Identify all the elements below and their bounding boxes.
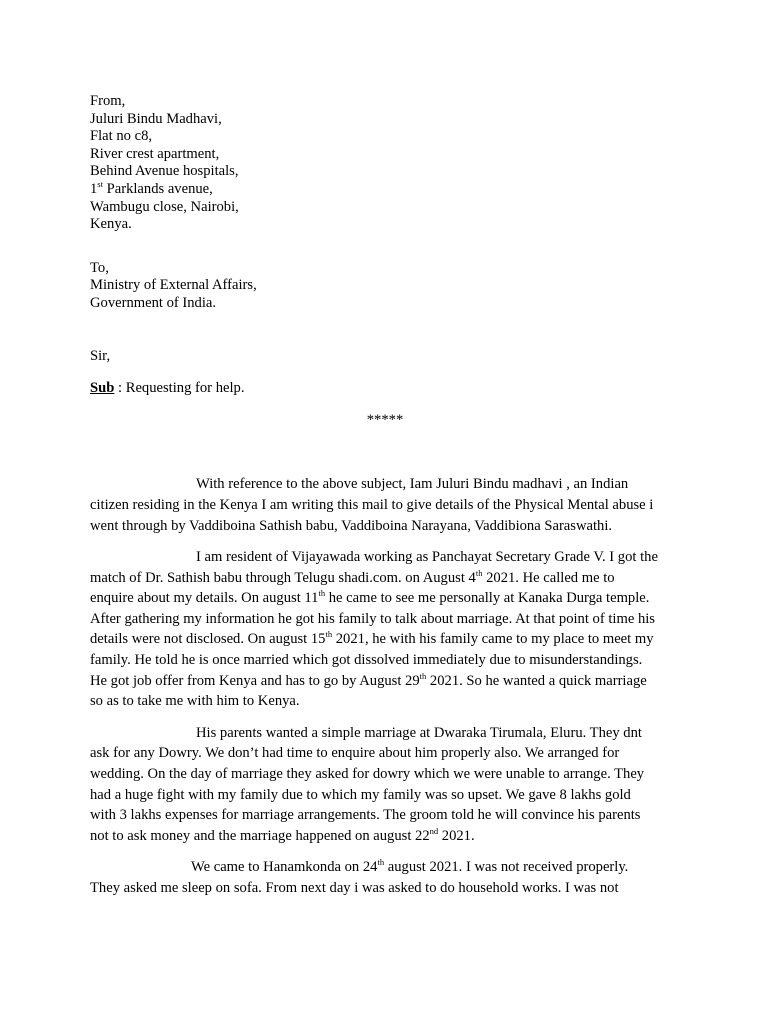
recipient-government: Government of India. — [90, 294, 217, 311]
letter-body — [90, 474, 680, 898]
sender-area: Wambugu close, Nairobi, — [90, 198, 239, 215]
subject-text: : Requesting for help. — [114, 380, 245, 397]
from-label: From, — [90, 93, 126, 109]
sender-street: 1st Parklands avenue, — [90, 178, 213, 197]
subject-line — [90, 380, 680, 398]
paragraph-1: With reference to the above subject, Iam Juluri Bindu madhavi , an Indian citizen residing in the Kenya I am writing this mail to give details of the Physical Mental abuse i went through by Vaddiboina Sathish babu, Vaddiboina Narayana, Vaddibiona Saraswathi. — [90, 476, 654, 534]
sender-address — [90, 93, 680, 234]
sender-apartment: River crest apartment, — [90, 145, 220, 162]
paragraph-4: We came to Hanamkonda on 24th august 2021. I was not received properly. They asked me sleep on sofa. From next day i was asked to do household works. I was not — [90, 857, 629, 896]
sender-name: Juluri Bindu Madhavi, — [90, 110, 222, 127]
sender-country: Kenya. — [90, 216, 132, 233]
recipient-address — [90, 260, 680, 313]
paragraph-2: I am resident of Vijayawada working as Panchayat Secretary Grade V. I got the match of Dr. Sathish babu through Telugu shadi.com. on August 4th 2021. He called me to enquire about my details. On august 11th he came to see me personally at Kanaka Durga temple. After gathering my information he got his family to talk about marriage. At that point of time his details were not disclosed. On august 15th 2021, he with his family came to my place to meet my family. He told he is once married which got dissolved immediately due to misunderstandings. He got job offer from Kenya and has to go by August 29th 2021. So he wanted a quick marriage so as to take me with him to Kenya. — [90, 549, 658, 710]
recipient-ministry: Ministry of External Affairs, — [90, 277, 257, 294]
sender-landmark: Behind Avenue hospitals, — [90, 163, 239, 180]
subject-label: Sub — [90, 380, 115, 397]
separator: ***** — [366, 411, 404, 428]
sender-flat: Flat no c8, — [90, 128, 153, 145]
salutation: Sir, — [90, 347, 111, 364]
letter-page — [90, 93, 680, 910]
paragraph-3: His parents wanted a simple marriage at Dwaraka Tirumala, Eluru. They dnt ask for any Dowry. We don’t had time to enquire about him properly also. We arranged for wedding. On the day of marriage they asked for dowry which we were unable to arrange. They had a huge fight with my family due to which my family was so upset. We gave 8 lakhs gold with 3 lakhs expenses for marriage arrangements. The groom told he will convince his parents not to ask money and the marriage happened on august 22nd 2021. — [90, 724, 645, 844]
to-label: To, — [90, 259, 109, 276]
